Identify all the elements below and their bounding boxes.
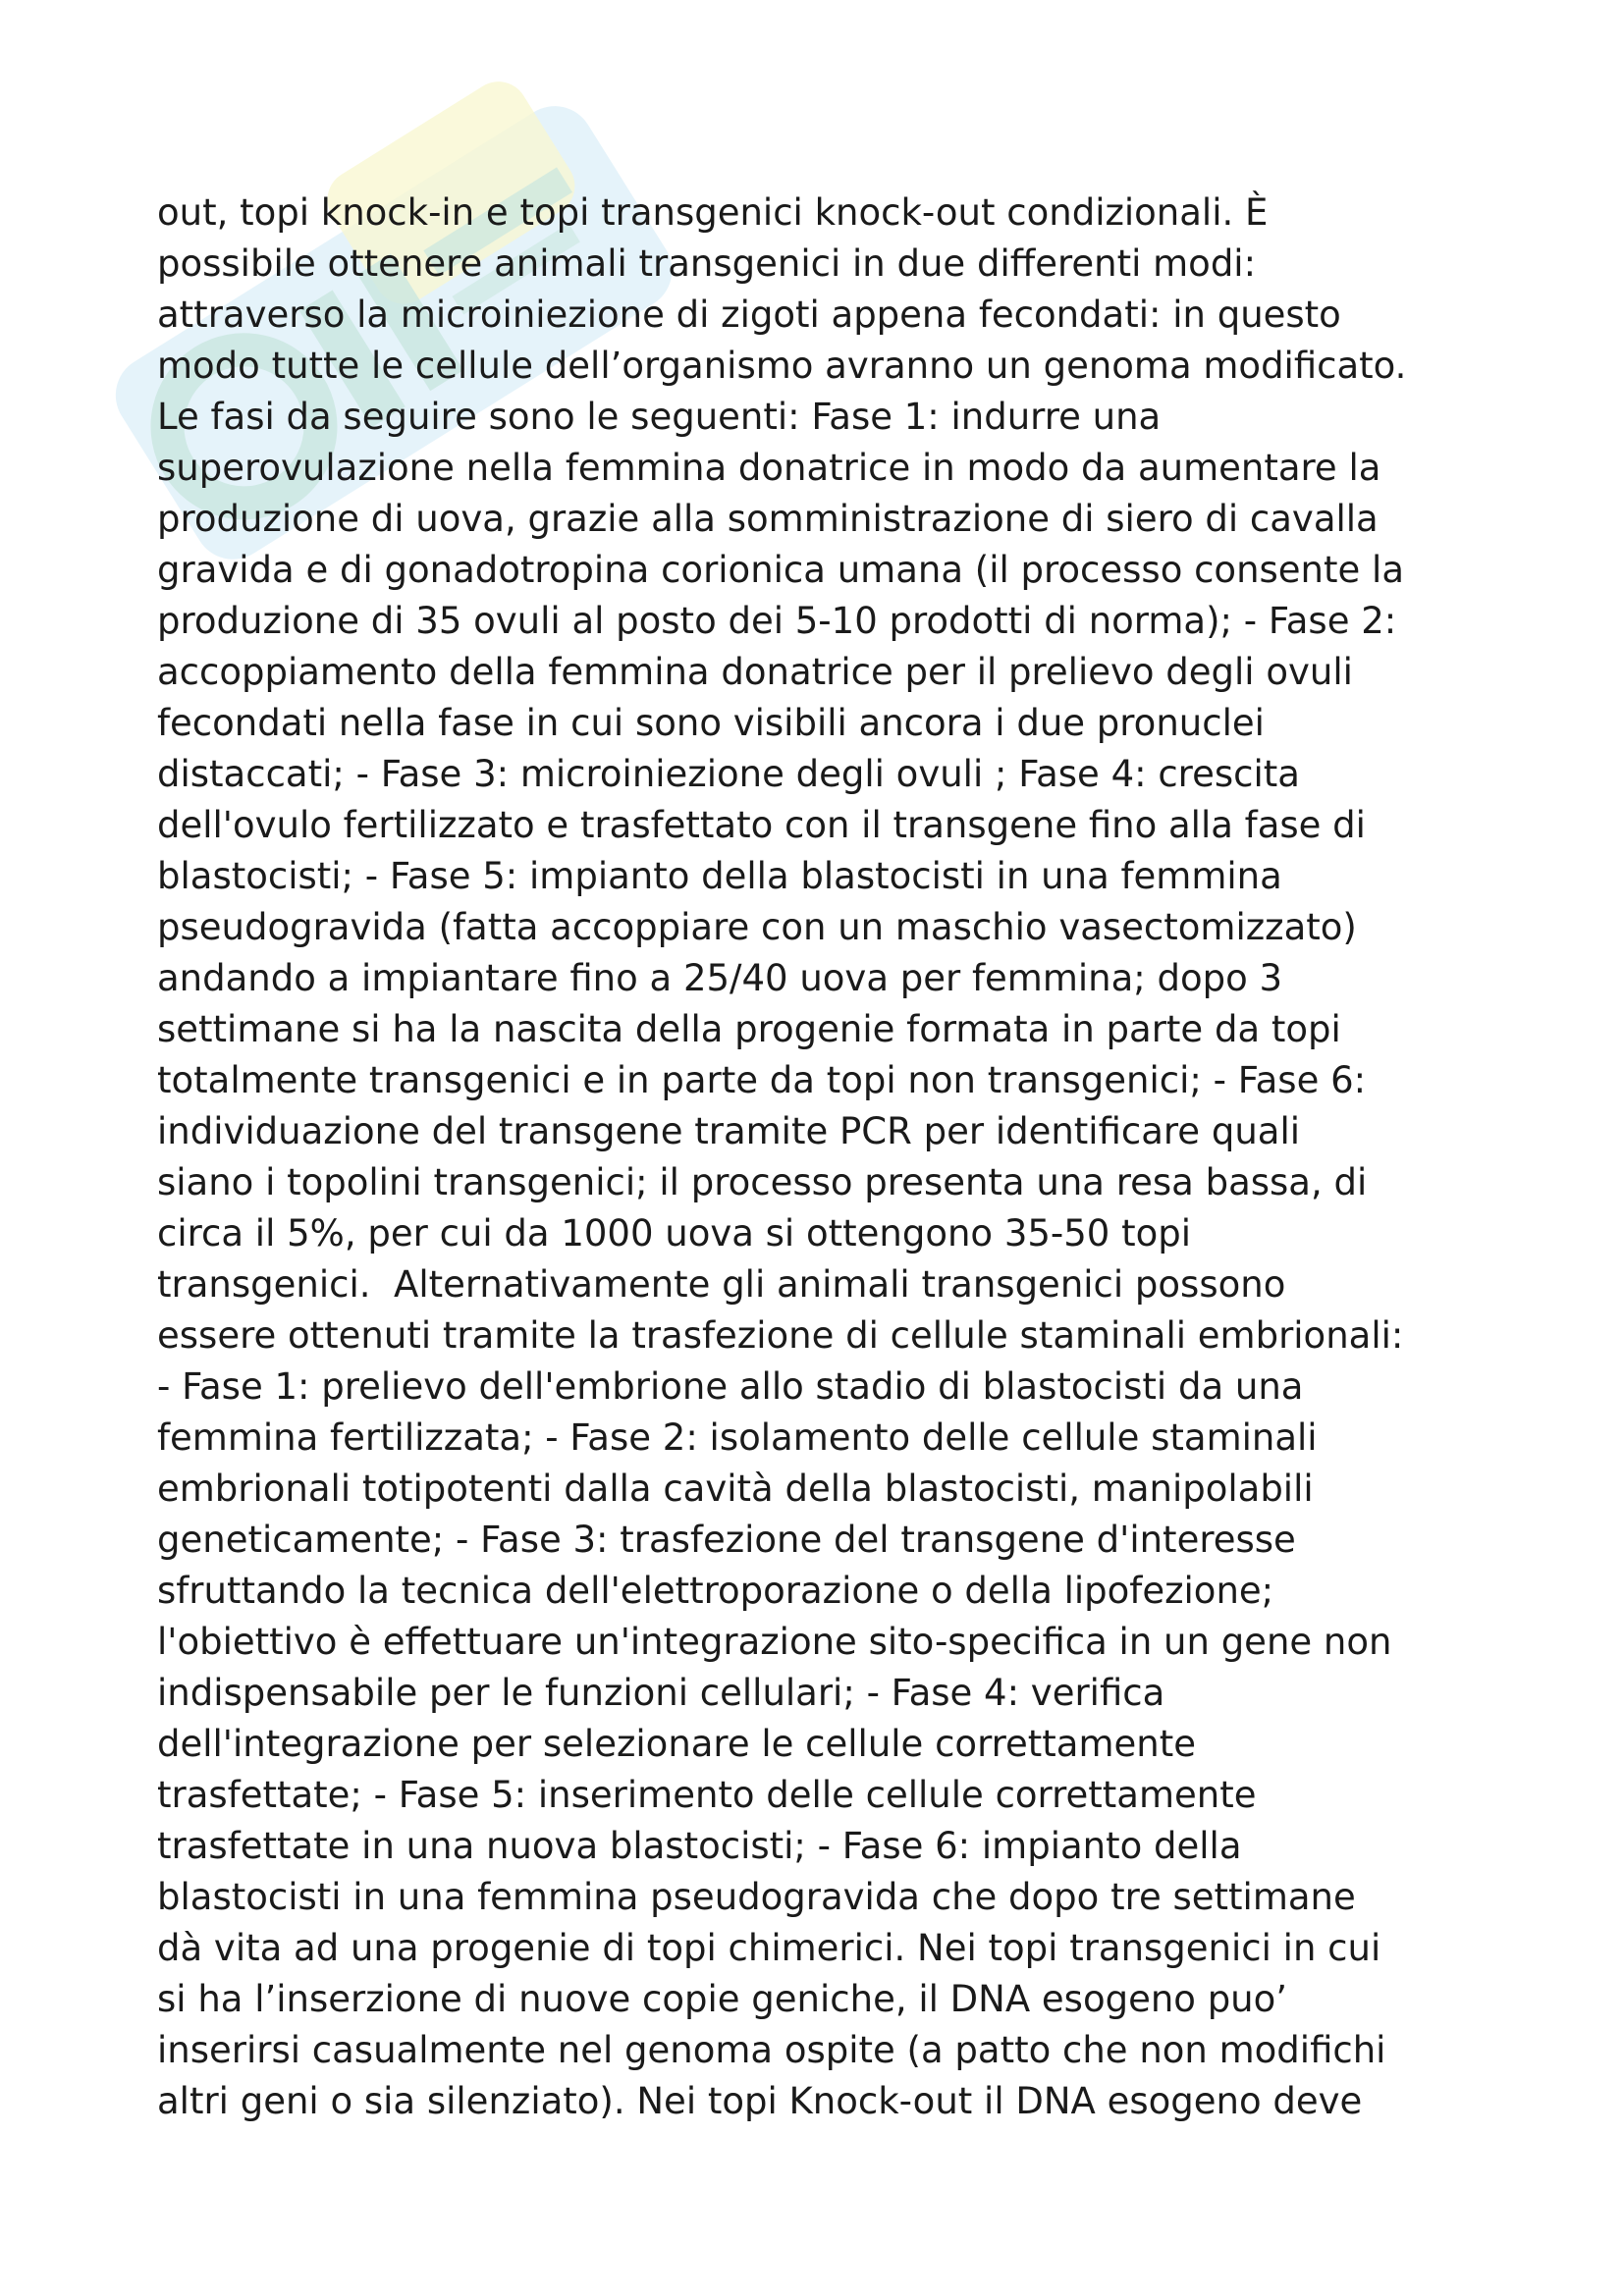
text-line: individuazione del transgene tramite PCR per identificare quali: [157, 1110, 1301, 1152]
text-line: dell'integrazione per selezionare le cellule correttamente: [157, 1723, 1197, 1765]
text-line: embrionali totipotenti dalla cavità della blastocisti, manipolabili: [157, 1468, 1314, 1510]
text-line: possibile ottenere animali transgenici in due differenti modi:: [157, 242, 1257, 285]
text-line: l'obiettivo è effettuare un'integrazione sito-specifica in un gene non: [157, 1621, 1392, 1663]
text-line: Le fasi da seguire sono le seguenti: Fase 1: indurre una: [157, 396, 1162, 438]
text-line: settimane si ha la nascita della progenie formata in parte da topi: [157, 1008, 1341, 1050]
text-line: out, topi knock-in e topi transgenici knock-out condizionali. È: [157, 191, 1269, 234]
text-line: superovulazione nella femmina donatrice in modo da aumentare la: [157, 447, 1381, 489]
text-line: trasfettate in una nuova blastocisti; - Fase 6: impianto della: [157, 1825, 1242, 1867]
text-line: produzione di 35 ovuli al posto dei 5-10 prodotti di norma); - Fase 2:: [157, 600, 1397, 642]
text-line: circa il 5%, per cui da 1000 uova si ottengono 35-50 topi: [157, 1212, 1192, 1255]
text-line: transgenici. Alternativamente gli animali transgenici possono: [157, 1263, 1286, 1306]
text-line: blastocisti; - Fase 5: impianto della blastocisti in una femmina: [157, 855, 1282, 897]
text-line: essere ottenuti tramite la trasfezione di cellule staminali embrionali:: [157, 1314, 1404, 1357]
text-line: indispensabile per le funzioni cellulari; - Fase 4: verifica: [157, 1672, 1165, 1714]
text-line: andando a impiantare fino a 25/40 uova per femmina; dopo 3: [157, 957, 1283, 999]
text-line: trasfettate; - Fase 5: inserimento delle cellule correttamente: [157, 1774, 1257, 1816]
text-line: attraverso la microiniezione di zigoti appena fecondati: in questo: [157, 294, 1341, 336]
text-line: accoppiamento della femmina donatrice per il prelievo degli ovuli: [157, 651, 1353, 693]
document-body: [157, 187, 1532, 2127]
text-line: siano i topolini transgenici; il processo presenta una resa bassa, di: [157, 1161, 1368, 1203]
text-line: gravida e di gonadotropina corionica umana (il processo consente la: [157, 549, 1404, 591]
text-line: totalmente transgenici e in parte da topi non transgenici; - Fase 6:: [157, 1059, 1367, 1101]
text-line: geneticamente; - Fase 3: trasfezione del transgene d'interesse: [157, 1519, 1296, 1561]
text-line: si ha l’inserzione di nuove copie geniche, il DNA esogeno puo’: [157, 1978, 1288, 2020]
text-line: pseudogravida (fatta accoppiare con un maschio vasectomizzato): [157, 906, 1357, 948]
text-line: sfruttando la tecnica dell'elettroporazione o della lipofezione;: [157, 1570, 1274, 1612]
text-line: dell'ovulo fertilizzato e trasfettato con il transgene fino alla fase di: [157, 804, 1366, 846]
text-line: distaccati; - Fase 3: microiniezione degli ovuli ; Fase 4: crescita: [157, 753, 1300, 795]
text-line: femmina fertilizzata; - Fase 2: isolamento delle cellule staminali: [157, 1416, 1318, 1459]
text-line: altri geni o sia silenziato). Nei topi Knock-out il DNA esogeno deve: [157, 2080, 1363, 2122]
text-line: modo tutte le cellule dell’organismo avranno un genoma modificato.: [157, 345, 1407, 387]
text-line: fecondati nella fase in cui sono visibili ancora i due pronuclei: [157, 702, 1265, 744]
text-line: - Fase 1: prelievo dell'embrione allo stadio di blastocisti da una: [157, 1365, 1304, 1408]
text-line: inserirsi casualmente nel genoma ospite (a patto che non modifichi: [157, 2029, 1386, 2071]
text-line: dà vita ad una progenie di topi chimerici. Nei topi transgenici in cui: [157, 1927, 1381, 1969]
text-line: blastocisti in una femmina pseudogravida che dopo tre settimane: [157, 1876, 1356, 1918]
text-line: produzione di uova, grazie alla somministrazione di siero di cavalla: [157, 498, 1379, 540]
